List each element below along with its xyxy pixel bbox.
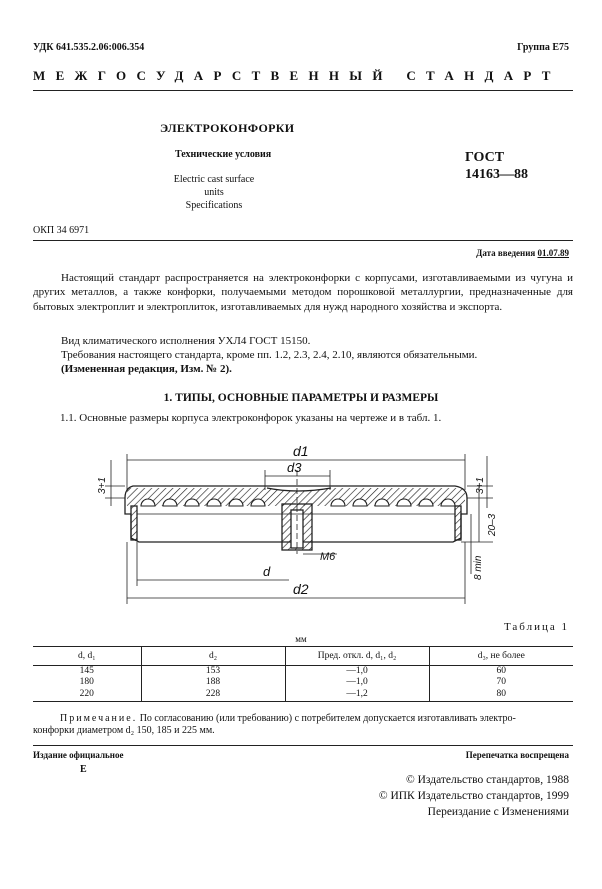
col-header-d2: d₂ (141, 647, 285, 666)
cell-d2: 188 (141, 677, 285, 689)
label-dim-3-right: 3+1 (475, 477, 486, 494)
label-m6: M6 (320, 551, 336, 563)
standard-banner: МЕЖГОСУДАРСТВЕННЫЙ СТАНДАРТ (33, 68, 561, 83)
gost-label: ГОСТ (465, 150, 505, 165)
label-d2: d2 (293, 581, 309, 597)
paragraph-dimensions: 1.1. Основные размеры корпуса электроконфорок указаны на чертеже и в табл. 1. (60, 412, 442, 424)
reprint-notice: Перепечатка воспрещена (465, 750, 569, 760)
english-title-line1: Electric cast surface units (173, 174, 255, 198)
cell-tolerance: —1,0 (285, 677, 429, 689)
footer-divider (33, 745, 573, 746)
intro-date (476, 248, 569, 258)
label-d1: d1 (293, 443, 309, 459)
edition-mark: Е (80, 764, 87, 775)
reissue-note: Переиздание с Изменениями (427, 806, 569, 818)
cell-d: 220 (33, 689, 141, 702)
paragraph-amendment: (Измененная редакция, Изм. № 2). (61, 363, 232, 375)
group-code: Группа Е75 (517, 42, 569, 53)
label-d3: d3 (287, 460, 302, 475)
cell-d: 180 (79, 677, 94, 688)
col-header-tolerance: Пред. откл. d, d₁, d₂ (285, 647, 429, 666)
okp-divider (33, 240, 573, 241)
cell-d2: 228 (141, 689, 285, 702)
label-dim-3-left: 3+1 (97, 477, 108, 494)
dimensions-table (33, 646, 573, 702)
table-note (60, 712, 573, 725)
document-subtitle: Технические условия (175, 149, 272, 160)
table-row (33, 689, 573, 702)
document-title: ЭЛЕКТРОКОНФОРКИ (160, 121, 295, 135)
table-unit: мм (295, 634, 307, 644)
udk-code: УДК 641.535.2.06:006.354 (33, 42, 145, 53)
table-row (33, 666, 573, 678)
cell-d3: 80 (429, 689, 573, 702)
cell-d3: 60 (429, 666, 573, 678)
intro-date-label: Дата введения (476, 248, 536, 258)
table-header-row (33, 647, 573, 666)
cell-d3: 70 (429, 677, 573, 689)
cell-tolerance: —1,2 (285, 689, 429, 702)
label-dim-8min: 8 min (473, 555, 484, 580)
table-note-continued: конфорки диаметром d₂ 150, 185 и 225 мм. (33, 725, 215, 736)
english-title-line2: Specifications (185, 200, 243, 211)
col-header-d-d1: d, d₁ (33, 647, 141, 666)
gost-number: 14163—88 (465, 167, 528, 182)
note-text: По согласованию (или требованию) с потребителем допускается изготавливать электро- (137, 713, 516, 724)
section-title: 1. ТИПЫ, ОСНОВНЫЕ ПАРАМЕТРЫ И РАЗМЕРЫ (163, 392, 439, 404)
official-edition: Издание официальное (33, 750, 124, 760)
cell-d2: 153 (141, 666, 285, 678)
intro-date-value: 01.07.89 (537, 248, 569, 258)
copyright-1999: © ИПК Издательство стандартов, 1999 (378, 790, 569, 802)
top-divider (33, 90, 573, 91)
label-d: d (263, 564, 271, 579)
burner-drawing (75, 430, 505, 610)
english-title (169, 173, 259, 212)
note-label: Примечание. (60, 713, 138, 724)
copyright-1988: © Издательство стандартов, 1988 (405, 774, 569, 786)
table-row (33, 677, 573, 689)
cell-d: 145 (79, 666, 94, 676)
paragraph-climate: Вид климатического исполнения УХЛ4 ГОСТ 15150. (61, 335, 311, 347)
label-dim-20: 20–3 (487, 513, 498, 536)
cell-tolerance: —1,0 (285, 666, 429, 678)
table-caption: Таблица 1 (503, 621, 569, 633)
gost-id (465, 149, 528, 183)
paragraph-requirements: Требования настоящего стандарта, кроме пп. 1.2, 2.3, 2.4, 2.10, являются обязательными. (61, 349, 478, 361)
okp-code: ОКП 34 6971 (33, 225, 90, 236)
paragraph-scope: Настоящий стандарт распространяется на электроконфорки с корпусами, изготавливаемыми из чугуна и других металлов, а также конфорки, получаемыми методом порошковой металлургии, предназначенные для бытовых электроплит и электроплиток, изготавливаемых для нужд народного хозяйства и экспорта. (33, 272, 573, 313)
col-header-d3: d₃, не более (429, 647, 573, 666)
